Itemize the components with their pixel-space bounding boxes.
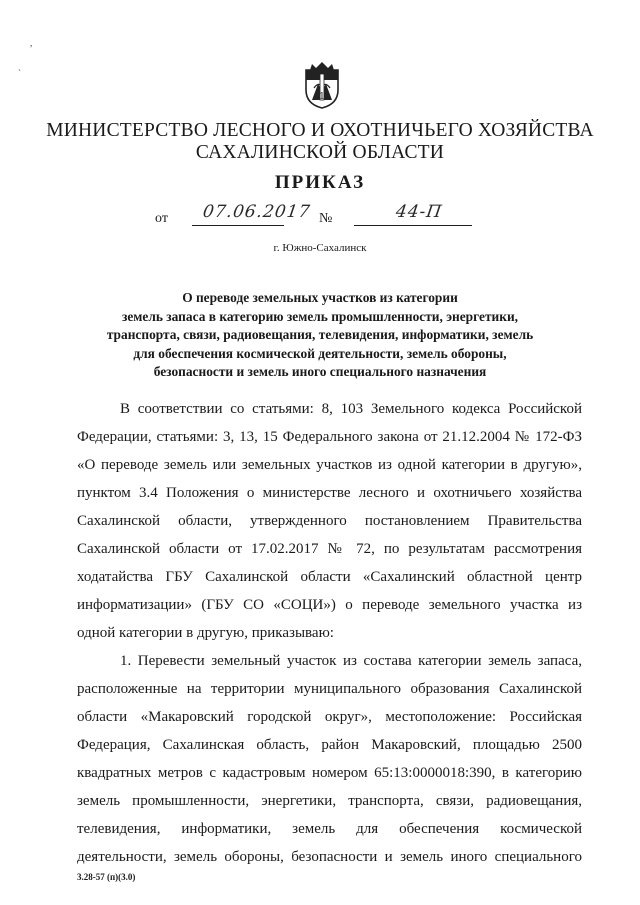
document-code: 3.28-57 (п)(3.0) <box>77 872 136 882</box>
body-line: 1. Перевести земельный участок из состава категории земель запаса, <box>120 653 582 669</box>
body-line: области «Макаровский городской округ», местоположение: Российская <box>77 709 582 725</box>
body-line: телевидения, информатики, земель для обеспечения космической <box>77 821 582 837</box>
number-underline <box>354 225 472 226</box>
order-from-label: от <box>155 211 168 226</box>
body-line: Федерация, Сахалинская область, район Макаровский, площадью 2500 <box>77 737 582 753</box>
body-line: пунктом 3.4 Положения о министерстве лесного и охотничьего хозяйства <box>77 485 582 501</box>
subject-line: для обеспечения космической деятельности, земель обороны, <box>133 345 507 361</box>
scan-mark: , <box>30 38 33 48</box>
body-line: В соответствии со статьями: 8, 103 Земельного кодекса Российской <box>120 401 582 417</box>
date-underline <box>192 225 284 226</box>
svg-text:1: 1 <box>319 92 325 102</box>
order-number-label: № <box>319 211 333 226</box>
order-date: 07.06.2017 <box>201 202 312 222</box>
body-line: квадратных метров с кадастровым номером 65:13:0000018:390, в категорию <box>77 765 582 781</box>
order-subject <box>60 289 580 382</box>
coat-of-arms-icon <box>302 60 342 110</box>
subject-line: транспорта, связи, радиовещания, телевидения, информатики, земель <box>106 327 534 342</box>
subject-line: земель запаса в категорию земель промышленности, энергетики, <box>121 308 519 324</box>
body-line: расположенные на территории муниципального образования Сахалинской <box>77 681 582 697</box>
body-line: Сахалинской области, утвержденного постановлением Правительства <box>77 513 582 529</box>
ministry-name-line1: МИНИСТЕРСТВО ЛЕСНОГО И ОХОТНИЧЬЕГО ХОЗЯЙСТВА <box>46 120 594 141</box>
subject-line: безопасности и земель иного специального назначения <box>153 364 487 379</box>
body-line: одной категории в другую, приказываю: <box>77 625 334 641</box>
body-line: Сахалинской области от 17.02.2017 № 72, по результатам рассмотрения <box>77 541 582 557</box>
body-line: «О переводе земель или земельных участков из одной категории в другую», <box>77 457 582 473</box>
body-line: земель промышленности, энергетики, транспорта, связи, радиовещания, <box>77 793 582 809</box>
body-line: информатизации» (ГБУ СО «СОЦИ») о переводе земельного участка из <box>77 597 582 613</box>
order-city: г. Южно-Сахалинск <box>273 242 367 254</box>
order-title: ПРИКАЗ <box>274 172 366 193</box>
ministry-name-line2: САХАЛИНСКОЙ ОБЛАСТИ <box>195 142 445 163</box>
order-number: 44-П <box>394 202 444 222</box>
body-line: Федерации, статьями: 3, 13, 15 Федерального закона от 21.12.2004 № 172-ФЗ <box>77 429 582 445</box>
subject-line: О переводе земельных участков из категории <box>182 290 458 305</box>
body-line: деятельности, земель обороны, безопасности и земель иного специального <box>77 849 582 865</box>
body-line: ходатайства ГБУ Сахалинской области «Сахалинский областной центр <box>77 569 582 585</box>
scan-mark: ` <box>18 68 21 78</box>
